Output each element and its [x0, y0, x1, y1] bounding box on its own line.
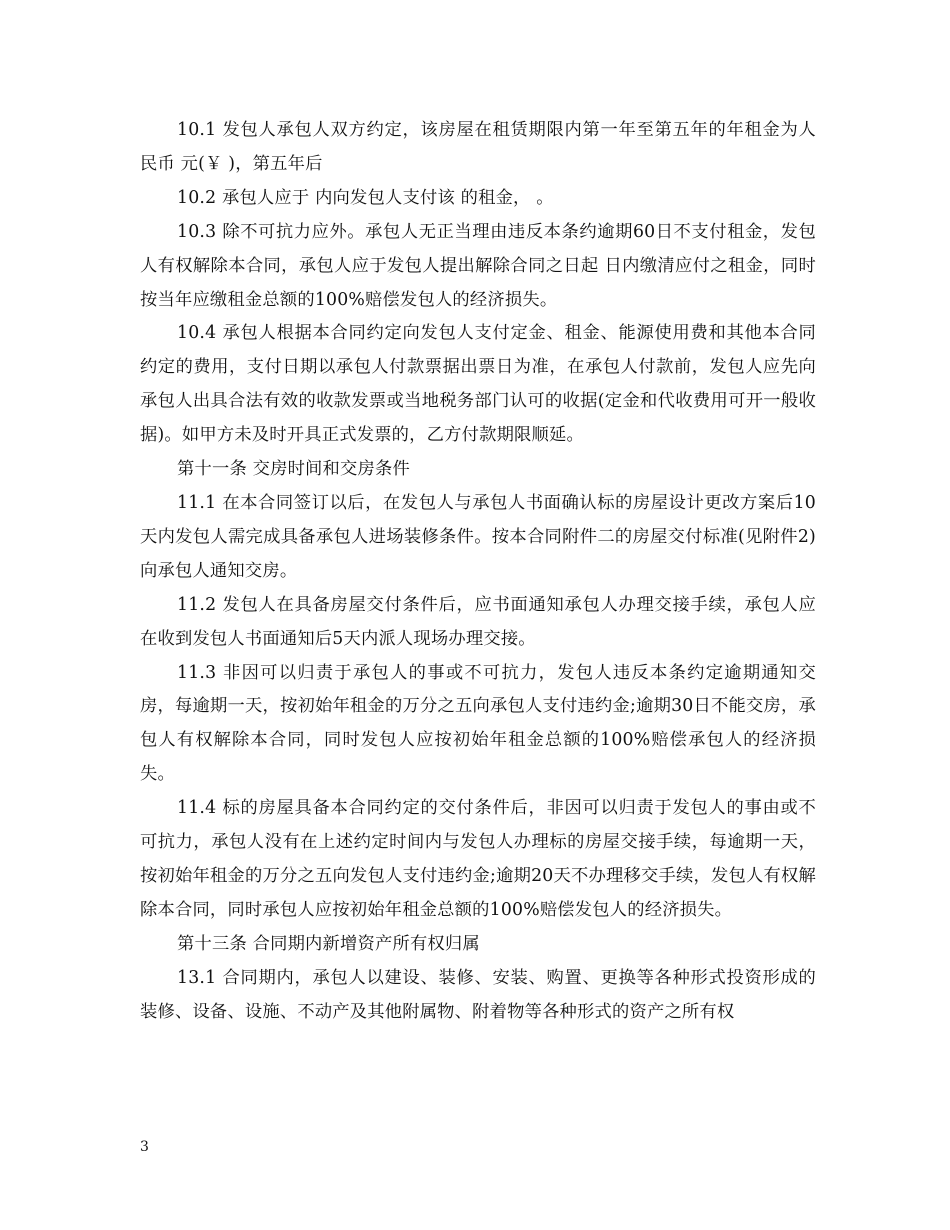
- document-body: [140, 114, 816, 1029]
- clause-11-3: 11.3 非因可以归责于承包人的事或不可抗力，发包人违反本条约定逾期通知交房，每逾期一天，按初始年租金的万分之五向承包人支付违约金;逾期30日不能交房，承包人有权解除本合同，同时发包人应按初始年租金总额的100%赔偿承包人的经济损失。: [140, 662, 816, 785]
- clause-10-2: 10.2 承包人应于 内向发包人支付该 的租金， 。: [177, 187, 554, 208]
- clause-11-4: 11.4 标的房屋具备本合同约定的交付条件后，非因可以归责于发包人的事由或不可抗力，承包人没有在上述约定时间内与发包人办理标的房屋交接手续，每逾期一天，按初始年租金的万分之五向发包人支付违约金;逾期20天不办理移交手续，发包人有权解除本合同，同时承包人应按初始年租金总额的100%赔偿发包人的经济损失。: [140, 798, 816, 920]
- clause-10-4: 10.4 承包人根据本合同约定向发包人支付定金、租金、能源使用费和其他本合同约定的费用，支付日期以承包人付款票据出票日为准，在承包人付款前，发包人应先向承包人出具合法有效的收款发票或当地税务部门认可的收据(定金和代收费用可开一般收据)。如甲方未及时开具正式发票的，乙方付款期限顺延。: [140, 323, 816, 446]
- page-number: 3: [140, 1139, 149, 1155]
- article-11-heading: 第十一条 交房时间和交房条件: [177, 459, 410, 480]
- clause-10-1: 10.1 发包人承包人双方约定，该房屋在租赁期限内第一年至第五年的年租金为人民币 元(￥ )，第五年后: [140, 120, 816, 174]
- article-13-heading: 第十三条 合同期内新增资产所有权归属: [177, 933, 480, 954]
- clause-10-3: 10.3 除不可抗力应外。承包人无正当理由违反本条约逾期60日不支付租金，发包人有权解除本合同，承包人应于发包人提出解除合同之日起 日内缴清应付之租金，同时按当年应缴租金总额的100%赔偿发包人的经济损失。: [140, 221, 816, 310]
- clause-11-1: 11.1 在本合同签订以后，在发包人与承包人书面确认标的房屋设计更改方案后10天内发包人需完成具备承包人进场装修条件。按本合同附件二的房屋交付标准(见附件2)向承包人通知交房。: [140, 492, 816, 581]
- clause-11-2: 11.2 发包人在具备房屋交付条件后，应书面通知承包人办理交接手续，承包人应在收到发包人书面通知后5天内派人现场办理交接。: [140, 594, 816, 649]
- clause-13-1: 13.1 合同期内，承包人以建设、装修、安装、购置、更换等各种形式投资形成的装修、设备、设施、不动产及其他附属物、附着物等各种形式的资产之所有权: [140, 967, 816, 1022]
